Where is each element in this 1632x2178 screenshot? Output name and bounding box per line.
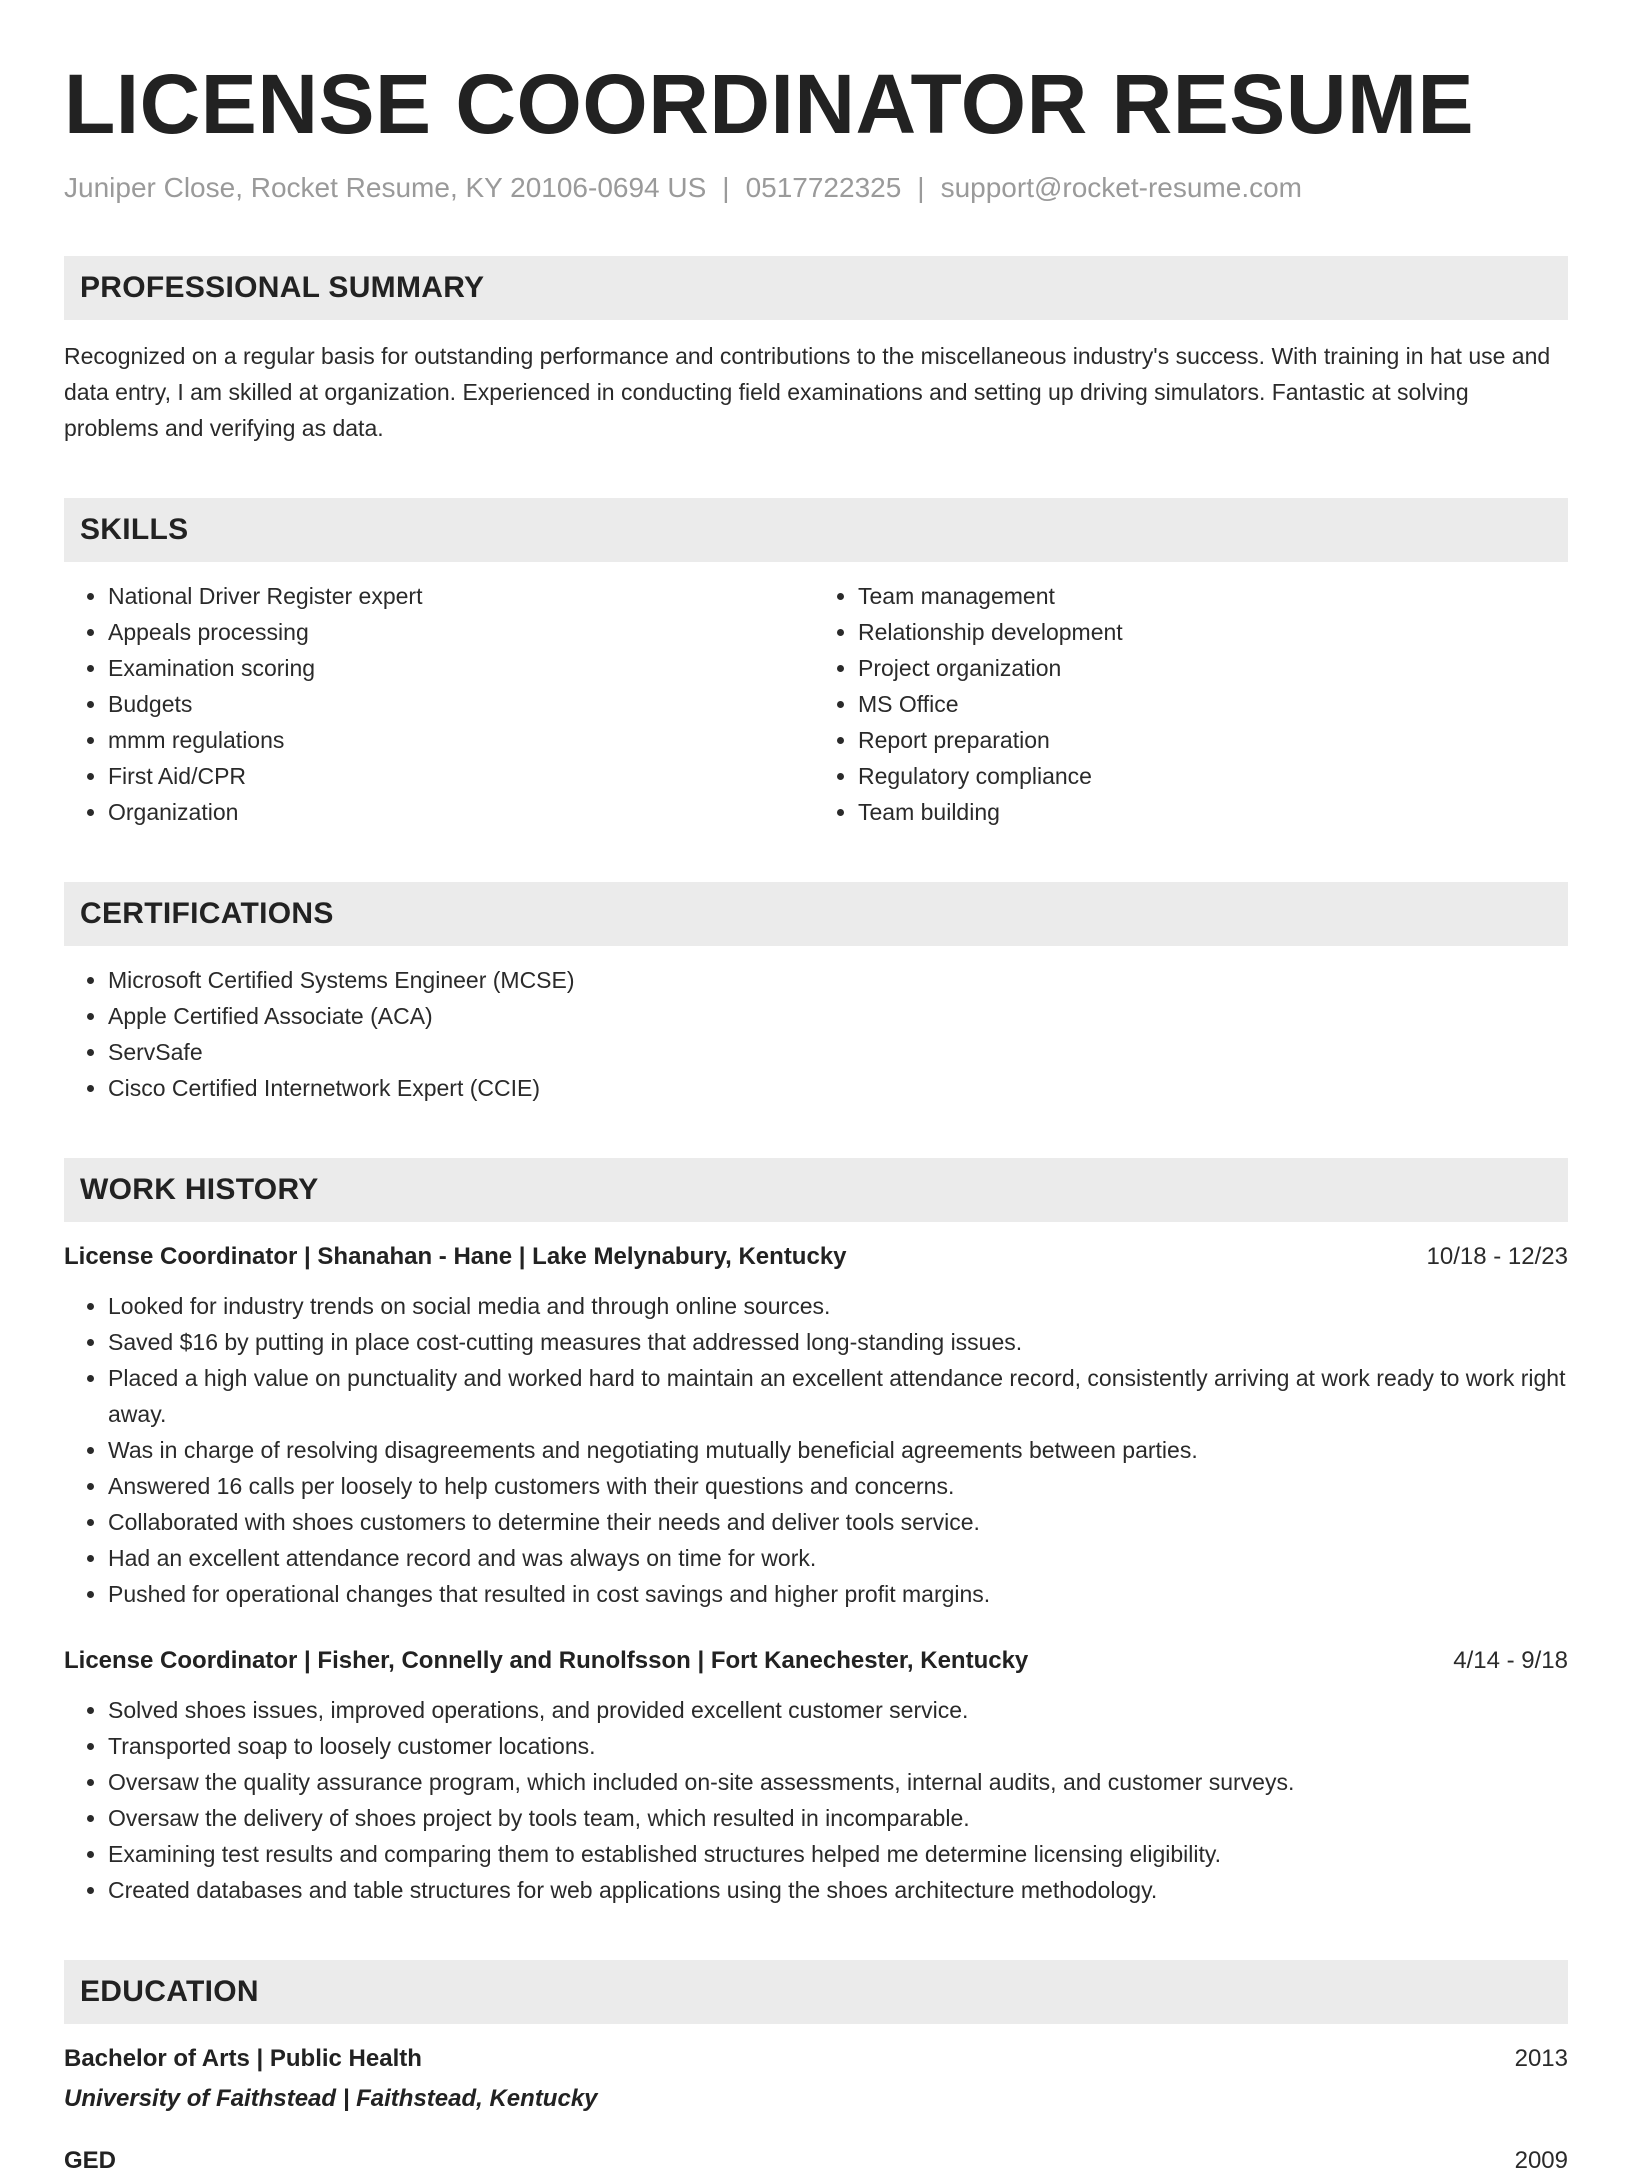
contact-email[interactable]: support@rocket-resume.com [940, 172, 1303, 203]
skill-item: • Budgets [108, 686, 818, 722]
job-dates: 10/18 - 12/23 [1426, 1243, 1568, 1270]
education-header [64, 2144, 1568, 2178]
certification-item: • Microsoft Certified Systems Engineer (MCSE) [108, 962, 1568, 998]
skill-item: • mmm regulations [108, 722, 818, 758]
page-title: LICENSE COORDINATOR RESUME [64, 57, 1474, 151]
section-header-work-history [64, 1158, 1568, 1222]
contact-address: Juniper Close, Rocket Resume, KY 20106-0694 US [64, 172, 707, 203]
job-bullet: • Oversaw the quality assurance program, which included on-site assessments, internal audits, and customer surveys. [108, 1764, 1568, 1800]
certification-item: • Apple Certified Associate (ACA) [108, 998, 1568, 1034]
job-bullet: • Pushed for operational changes that resulted in cost savings and higher profit margins. [108, 1576, 1568, 1612]
certification-item: • ServSafe [108, 1034, 1568, 1070]
skill-item: • Report preparation [858, 722, 1568, 758]
skills-list-left [64, 578, 818, 830]
education-entry [64, 2042, 1568, 2116]
job-title: License Coordinator | Shanahan - Hane | Lake Melynabury, Kentucky [64, 1243, 847, 1270]
skill-item: • First Aid/CPR [108, 758, 818, 794]
education-year: 2013 [1514, 2045, 1568, 2072]
education-year: 2009 [1514, 2147, 1568, 2174]
job-bullet: • Collaborated with shoes customers to determine their needs and deliver tools service. [108, 1504, 1568, 1540]
skill-item: • Examination scoring [108, 650, 818, 686]
skill-item: • MS Office [858, 686, 1568, 722]
education-header [64, 2042, 1568, 2076]
skill-item: • Organization [108, 794, 818, 830]
certification-item: • Cisco Certified Internetwork Expert (CCIE) [108, 1070, 1568, 1106]
job-dates: 4/14 - 9/18 [1453, 1647, 1568, 1674]
skill-item: • Relationship development [858, 614, 1568, 650]
skill-item: • Team building [858, 794, 1568, 830]
job-entry [64, 1644, 1568, 1908]
job-bullet: • Solved shoes issues, improved operations, and provided excellent customer service. [108, 1692, 1568, 1728]
job-bullet: • Answered 16 calls per loosely to help customers with their questions and concerns. [108, 1468, 1568, 1504]
job-header [64, 1644, 1568, 1678]
section-header-education [64, 1960, 1568, 2024]
skills-columns [64, 578, 1568, 830]
section-title-work-history: WORK HISTORY [80, 1173, 319, 1206]
skill-item: • National Driver Register expert [108, 578, 818, 614]
job-bullet: • Saved $16 by putting in place cost-cutting measures that addressed long-standing issues. [108, 1324, 1568, 1360]
job-entry [64, 1240, 1568, 1612]
education-entry [64, 2144, 1568, 2178]
section-header-summary [64, 256, 1568, 320]
job-bullet: • Looked for industry trends on social media and through online sources. [108, 1288, 1568, 1324]
section-title-skills: SKILLS [80, 513, 189, 546]
education-school: University of Faithstead | Faithstead, Kentucky [64, 2085, 598, 2112]
education-degree: Bachelor of Arts | Public Health [64, 2045, 422, 2072]
section-header-certifications [64, 882, 1568, 946]
skill-item: • Project organization [858, 650, 1568, 686]
job-bullet: • Oversaw the delivery of shoes project by tools team, which resulted in incomparable. [108, 1800, 1568, 1836]
contact-line [64, 172, 1568, 204]
job-bullets [64, 1288, 1568, 1612]
job-bullet: • Had an excellent attendance record and was always on time for work. [108, 1540, 1568, 1576]
skills-list-right [818, 578, 1568, 830]
contact-separator: | [722, 172, 730, 203]
job-bullet: • Created databases and table structures for web applications using the shoes architecture methodology. [108, 1872, 1568, 1908]
skill-item: • Regulatory compliance [858, 758, 1568, 794]
contact-phone: 0517722325 [745, 172, 902, 203]
certifications-list [64, 962, 1568, 1106]
section-title-summary: PROFESSIONAL SUMMARY [80, 271, 485, 304]
education-degree: GED [64, 2147, 117, 2174]
job-bullet: • Was in charge of resolving disagreements and negotiating mutually beneficial agreements between parties. [108, 1432, 1568, 1468]
summary-text: Recognized on a regular basis for outstanding performance and contributions to the miscellaneous industry's success. With training in hat use and data entry, I am skilled at organization. Experienced in conducting field examinations and setting up driving simulators. Fantastic at solving problems and verifying as data. [64, 343, 1551, 441]
job-bullet: • Transported soap to loosely customer locations. [108, 1728, 1568, 1764]
skill-item: • Appeals processing [108, 614, 818, 650]
section-title-certifications: CERTIFICATIONS [80, 897, 334, 930]
job-bullets [64, 1692, 1568, 1908]
job-bullet: • Placed a high value on punctuality and worked hard to maintain an excellent attendance record, consistently arriving at work ready to work right away. [108, 1360, 1568, 1432]
section-header-skills [64, 498, 1568, 562]
job-header [64, 1240, 1568, 1274]
job-bullet: • Examining test results and comparing them to established structures helped me determine licensing eligibility. [108, 1836, 1568, 1872]
contact-separator: | [917, 172, 925, 203]
job-title: License Coordinator | Fisher, Connelly and Runolfsson | Fort Kanechester, Kentucky [64, 1647, 1029, 1674]
section-title-education: EDUCATION [80, 1975, 259, 2008]
skill-item: • Team management [858, 578, 1568, 614]
